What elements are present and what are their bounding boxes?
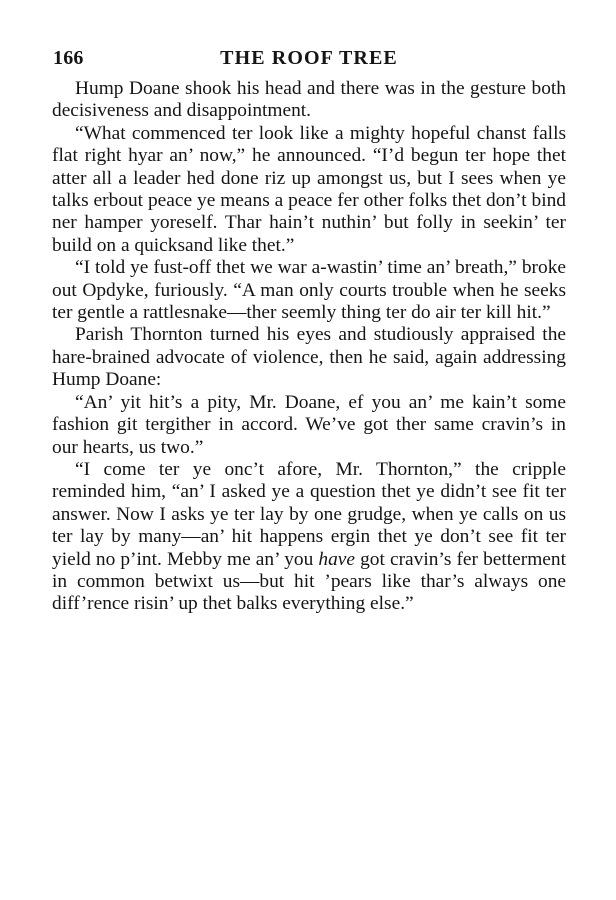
book-page xyxy=(52,46,566,616)
emphasized-word: have xyxy=(318,548,355,570)
paragraph-6 xyxy=(52,459,566,616)
paragraph-6-continuation-before-emphasis: Mebby me an’ you xyxy=(166,548,319,570)
running-head xyxy=(52,46,566,72)
paragraph-6-text: “I come ter ye onc’t afore, Mr. Thornton,” the cripple reminded him, “an’ I asked ye a question thet ye didn’t see fit ter answer. Now I asks ye ter lay by one grudge, when ye calls on us ter lay by many—an’ hit happens ergin thet ye don’t see fit ter yield no p’int. xyxy=(52,458,566,570)
body-text xyxy=(52,78,566,616)
running-title: THE ROOF TREE xyxy=(220,47,398,69)
page-number: 166 xyxy=(53,47,84,69)
paragraph-6-continuation-after-emphasis: got cravin’s fer betterment in common betwixt us—but hit ’pears like thar’s always one diff’rence risin’ up thet balks everything else.” xyxy=(52,548,566,615)
paragraph-1: Hump Doane shook his head and there was in the gesture both decisiveness and disappointment. xyxy=(52,78,566,122)
paragraph-2: “What commenced ter look like a mighty hopeful chanst falls flat right hyar an’ now,” he announced. “I’d begun ter hope thet atter all a leader hed done riz up amongst us, but I sees when ye talks erbout peace ye means a peace fer other folks thet don’t bind ner hamper yoreself. Thar hain’t nuthin’ but folly in seekin’ ter build on a quicksand like thet.” xyxy=(52,122,566,256)
paragraph-3: “I told ye fust-off thet we war a-wastin’ time an’ breath,” broke out Opdyke, furiously. “A man only courts trouble when he seeks ter gentle a rattlesnake—ther seemly thing ter do air ter kill hit.” xyxy=(52,257,566,324)
paragraph-5: “An’ yit hit’s a pity, Mr. Doane, ef you an’ me kain’t some fashion git tergither in accord. We’ve got ther same cravin’s in our hearts, us two.” xyxy=(52,391,566,458)
paragraph-4: Parish Thornton turned his eyes and studiously appraised the hare-brained advocate of violence, then he said, again addressing Hump Doane: xyxy=(52,324,566,391)
